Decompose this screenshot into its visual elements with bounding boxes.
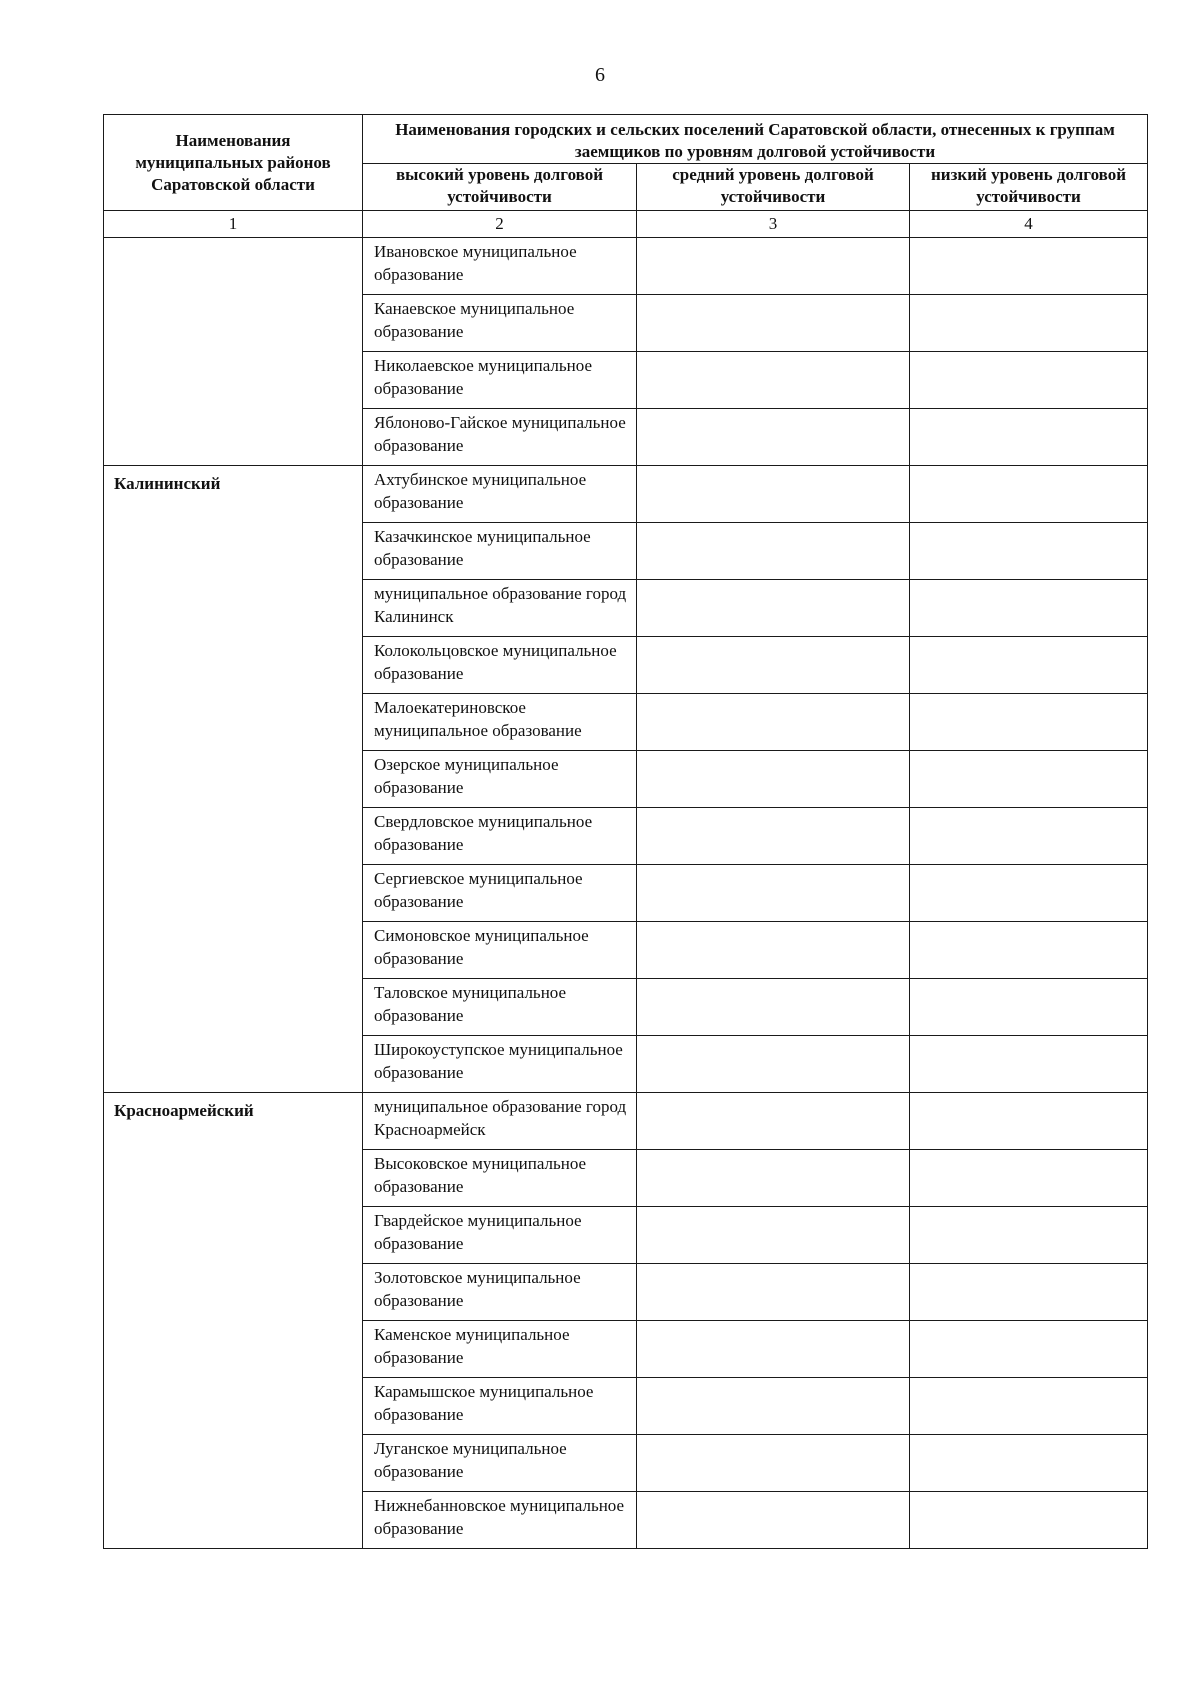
column-number: 1 [104,211,363,238]
settlement-name: Золотовское муниципальное образование [363,1264,637,1321]
settlement-name: муниципальное образование город Красноармейск [363,1093,637,1150]
table-row [104,238,1148,295]
settlement-name: Ахтубинское муниципальное образование [363,466,637,523]
low-level-cell [910,238,1148,295]
low-level-cell [910,523,1148,580]
low-level-cell [910,1492,1148,1549]
medium-level-cell [637,466,910,523]
settlement-name: Луганское муниципальное образование [363,1435,637,1492]
page-number: 6 [595,64,605,86]
low-level-cell [910,1264,1148,1321]
low-level-cell [910,865,1148,922]
settlement-name: муниципальное образование город Калининск [363,580,637,637]
table-row [104,1093,1148,1150]
low-level-cell [910,352,1148,409]
low-level-cell [910,1435,1148,1492]
low-level-cell [910,1093,1148,1150]
medium-level-cell [637,352,910,409]
medium-level-cell [637,1036,910,1093]
low-level-cell [910,1378,1148,1435]
settlement-name: Широкоуступское муниципальное образование [363,1036,637,1093]
low-level-cell [910,694,1148,751]
settlement-name: Каменское муниципальное образование [363,1321,637,1378]
column-numbers-row [104,211,1148,238]
district-name: Калининский [104,466,363,1093]
low-level-cell [910,409,1148,466]
settlement-name: Яблоново-Гайское муниципальное образование [363,409,637,466]
settlements-table [103,114,1148,1549]
settlement-name: Казачкинское муниципальное образование [363,523,637,580]
low-level-cell [910,295,1148,352]
settlement-name: Таловское муниципальное образование [363,979,637,1036]
settlement-name: Ивановское муниципальное образование [363,238,637,295]
low-level-cell [910,1321,1148,1378]
medium-level-cell [637,865,910,922]
column-number: 3 [637,211,910,238]
settlement-name: Колокольцовское муниципальное образование [363,637,637,694]
table-body [104,238,1148,1549]
medium-level-cell [637,637,910,694]
settlement-name: Высоковское муниципальное образование [363,1150,637,1207]
medium-level-cell [637,409,910,466]
medium-level-cell [637,1150,910,1207]
settlement-name: Канаевское муниципальное образование [363,295,637,352]
settlement-name: Симоновское муниципальное образование [363,922,637,979]
high-level-header: высокий уровень долговой устойчивости [363,164,637,211]
district-name [104,238,363,466]
low-level-cell [910,466,1148,523]
settlement-name: Гвардейское муниципальное образование [363,1207,637,1264]
low-level-cell [910,1207,1148,1264]
settlement-name: Карамышское муниципальное образование [363,1378,637,1435]
medium-level-cell [637,1321,910,1378]
medium-level-cell [637,1378,910,1435]
medium-level-cell [637,295,910,352]
medium-level-cell [637,238,910,295]
table-row [104,466,1148,523]
medium-level-cell [637,523,910,580]
low-level-cell [910,922,1148,979]
low-level-cell [910,979,1148,1036]
low-level-header: низкий уровень долговой устойчивости [910,164,1148,211]
medium-level-cell [637,1435,910,1492]
low-level-cell [910,637,1148,694]
medium-level-cell [637,751,910,808]
group-header: Наименования городских и сельских поселений Саратовской области, отнесенных к группам заемщиков по уровням долговой устойчивости [363,115,1148,164]
medium-level-cell [637,808,910,865]
medium-level-cell [637,694,910,751]
medium-level-cell [637,1093,910,1150]
low-level-cell [910,751,1148,808]
low-level-cell [910,808,1148,865]
medium-level-cell [637,1264,910,1321]
settlement-name: Николаевское муниципальное образование [363,352,637,409]
settlement-name: Сергиевское муниципальное образование [363,865,637,922]
low-level-cell [910,1150,1148,1207]
medium-level-cell [637,1492,910,1549]
medium-level-cell [637,1207,910,1264]
column-number: 2 [363,211,637,238]
low-level-cell [910,580,1148,637]
districts-column-header: Наименования муниципальных районов Саратовской области [104,115,363,211]
settlement-name: Малоекатериновское муниципальное образование [363,694,637,751]
medium-level-cell [637,922,910,979]
settlement-name: Озерское муниципальное образование [363,751,637,808]
medium-level-header: средний уровень долговой устойчивости [637,164,910,211]
settlement-name: Нижнебанновское муниципальное образование [363,1492,637,1549]
settlement-name: Свердловское муниципальное образование [363,808,637,865]
medium-level-cell [637,979,910,1036]
district-name: Красноармейский [104,1093,363,1549]
column-number: 4 [910,211,1148,238]
low-level-cell [910,1036,1148,1093]
medium-level-cell [637,580,910,637]
